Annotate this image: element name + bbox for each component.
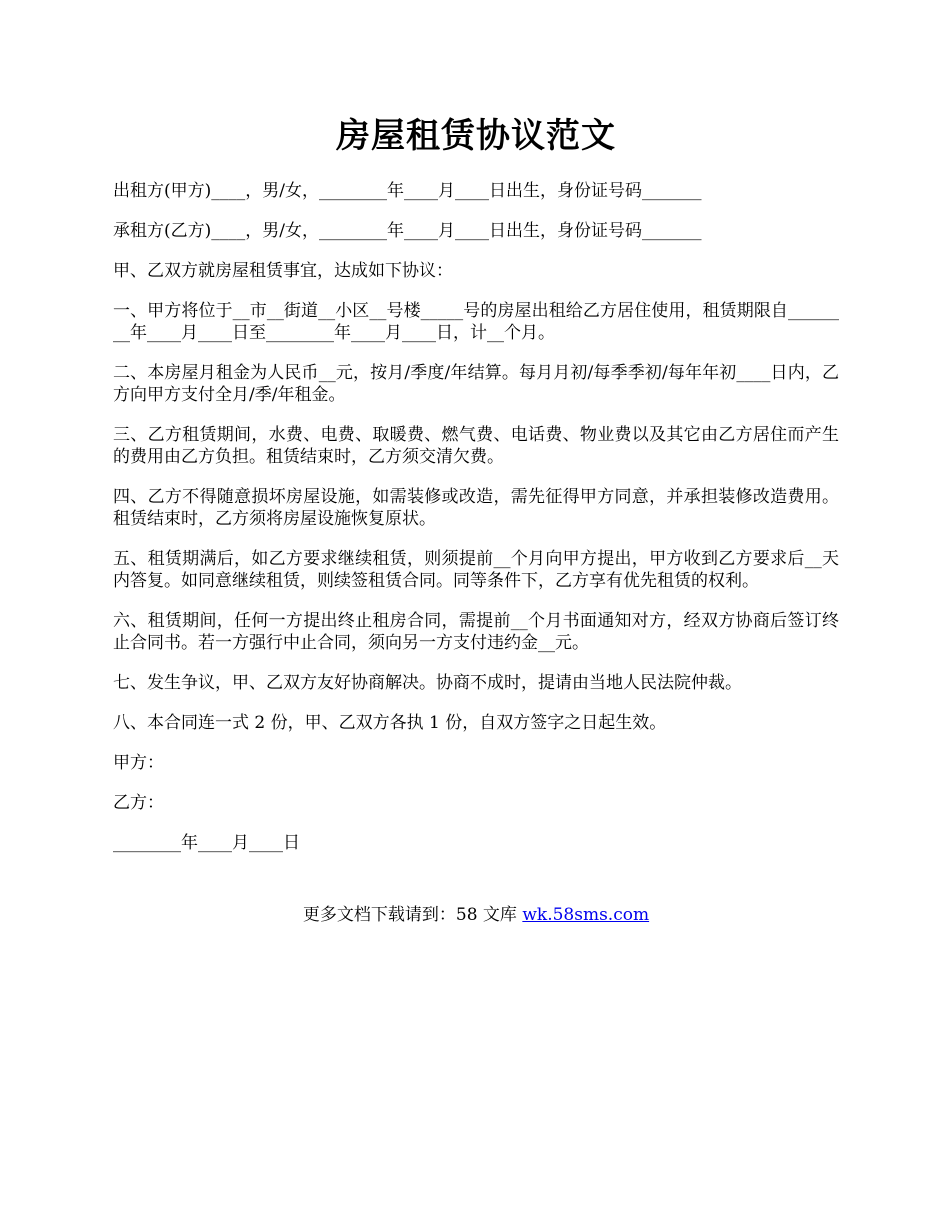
footer-text: 更多文档下载请到：58 文库 xyxy=(302,905,523,925)
party-b-signature: 乙方： xyxy=(113,793,164,813)
clause-6: 六、租赁期间，任何一方提出终止租房合同，需提前__个月书面通知对方，经双方协商后签订终止合同书。若一方强行中止合同，须向另一方支付违约金__元。 xyxy=(113,611,839,653)
clause-7: 七、发生争议，甲、乙双方友好协商解决。协商不成时，提请由当地人民法院仲裁。 xyxy=(113,673,742,693)
footer-link[interactable]: wk.58sms.com xyxy=(522,905,650,925)
document-body xyxy=(113,180,839,872)
clause-3: 三、乙方租赁期间，水费、电费、取暖费、燃气费、电话费、物业费以及其它由乙方居住而产生的费用由乙方负担。租赁结束时，乙方须交清欠费。 xyxy=(113,425,839,467)
party-a-signature: 甲方： xyxy=(113,753,164,773)
clause-8: 八、本合同连一式 2 份，甲、乙双方各执 1 份，自双方签字之日起生效。 xyxy=(113,713,667,733)
clause-2: 二、本房屋月租金为人民币__元，按月/季度/年结算。每月月初/每季季初/每年年初____日内，乙方向甲方支付全月/季/年租金。 xyxy=(113,363,839,405)
clause-5: 五、租赁期满后，如乙方要求继续租赁，则须提前__个月向甲方提出，甲方收到乙方要求后__天内答复。如同意继续租赁，则续签租赁合同。同等条件下，乙方享有优先租赁的权利。 xyxy=(113,549,839,591)
download-footer xyxy=(113,904,839,926)
signing-date-line: ________年____月____日 xyxy=(113,833,300,853)
clause-1: 一、甲方将位于__市__街道__小区__号楼_____号的房屋出租给乙方居住使用，租赁期限自________年____月____日至________年____月____日，计__个月。 xyxy=(113,301,839,343)
clause-4: 四、乙方不得随意损坏房屋设施，如需装修或改造，需先征得甲方同意，并承担装修改造费用。租赁结束时，乙方须将房屋设施恢复原状。 xyxy=(113,487,839,529)
lessee-info-line: 承租方(乙方)____，男/女，________年____月____日出生，身份证号码_______ xyxy=(113,221,702,241)
lessor-info-line: 出租方(甲方)____，男/女，________年____月____日出生，身份证号码_______ xyxy=(113,181,702,201)
agreement-intro: 甲、乙双方就房屋租赁事宜，达成如下协议： xyxy=(113,261,453,281)
document-title: 房屋租赁协议范文 xyxy=(336,116,616,156)
